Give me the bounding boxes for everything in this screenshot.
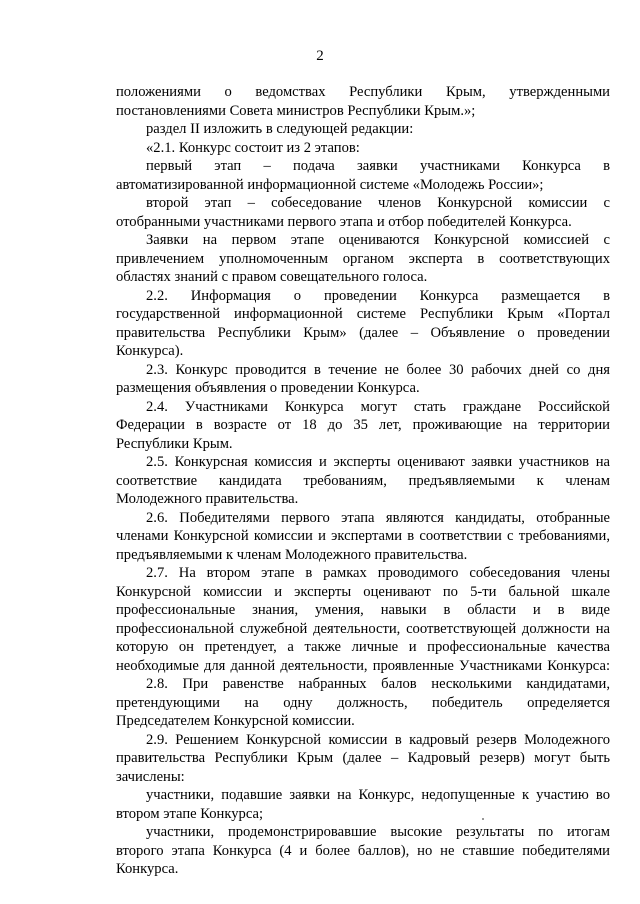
text-line: членами Конкурсной комиссии и экспертами в соответствии с требованиями,: [116, 528, 610, 544]
text-line: автоматизированной информационной системе «Молодежь России»;: [116, 176, 544, 193]
text-line: правительства Республики Крым» (далее – Объявление о проведении: [116, 324, 610, 341]
text-line: зачислены:: [116, 768, 185, 785]
scan-speck: [482, 818, 484, 820]
text-line: 2.4. Участниками Конкурса могут стать граждане Российской: [146, 398, 610, 415]
text-line: предъявляемыми к членам Молодежного правительства.: [116, 546, 468, 563]
text-line: 2.2. Информация о проведении Конкурса размещается в: [146, 287, 610, 304]
text-line: 2.5. Конкурсная комиссия и эксперты оценивают заявки участников на: [146, 454, 610, 470]
text-line: 2.7. На втором этапе в рамках проводимого собеседования члены: [146, 565, 610, 581]
text-line: раздел II изложить в следующей редакции:: [146, 121, 414, 137]
text-line: Молодежного правительства.: [116, 491, 299, 507]
text-line: Председателем Конкурсной комиссии.: [116, 713, 355, 729]
text-line: 2.6. Победителями первого этапа являются кандидаты, отобранные: [146, 509, 610, 526]
document-body: [116, 83, 610, 879]
text-line: Конкурса).: [116, 343, 184, 359]
text-line: размещения объявления о проведении Конкурса.: [116, 380, 420, 396]
text-line: отобранными участниками первого этапа и отбор победителей Конкурса.: [116, 213, 572, 230]
text-line: второй этап – собеседование членов Конкурсной комиссии с: [146, 195, 610, 211]
text-line: государственной информационной системе Республики Крым «Портал: [116, 306, 610, 322]
text-line: которую он претендует, а также личные и профессиональные качества: [116, 639, 610, 655]
text-line: «2.1. Конкурс состоит из 2 этапов:: [146, 139, 360, 156]
text-line: первый этап – подача заявки участниками Конкурса в: [146, 158, 610, 174]
text-line: положениями о ведомствах Республики Крым, утвержденными: [116, 84, 610, 100]
text-line: Конкурсной комиссии и эксперты оценивают по 5-ти бальной шкале: [116, 583, 610, 600]
text-line: Республики Крым.: [116, 435, 233, 452]
text-line: претендующими на одну должность, победитель определяется: [116, 694, 610, 711]
text-line: 2.3. Конкурс проводится в течение не более 30 рабочих дней со дня: [146, 361, 610, 378]
text-line: необходимые для данной деятельности, проявленные Участниками Конкурса:: [116, 657, 610, 674]
text-line: 2.9. Решением Конкурсной комиссии в кадровый резерв Молодежного: [146, 731, 610, 748]
text-line: второго этапа Конкурса (4 и более баллов), но не ставшие победителями: [116, 842, 610, 859]
text-line: соответствие кандидата требованиям, предъявляемыми к членам: [116, 472, 610, 489]
text-line: привлечением уполномоченным органом эксперта в соответствующих: [116, 250, 610, 267]
text-line: профессиональные знания, умения, навыки в области и в виде: [116, 602, 610, 618]
text-line: правительства Республики Крым (далее – Кадровый резерв) могут быть: [116, 750, 610, 766]
text-line: профессиональной служебной деятельности, соответствующей должности на: [116, 620, 610, 637]
page-number: 2: [316, 48, 324, 64]
text-line: областях знаний с правом совещательного голоса.: [116, 269, 428, 285]
text-line: Федерации в возрасте от 18 до 35 лет, проживающие на территории: [116, 417, 610, 433]
text-line: 2.8. При равенстве набранных балов несколькими кандидатами,: [146, 676, 610, 692]
text-line: Конкурса.: [116, 861, 179, 877]
text-line: постановлениями Совета министров Республики Крым.»;: [116, 102, 476, 119]
text-line: Заявки на первом этапе оцениваются Конкурсной комиссией с: [146, 232, 610, 248]
text-line: втором этапе Конкурса;: [116, 805, 264, 822]
text-line: участники, продемонстрировавшие высокие результаты по итогам: [146, 824, 610, 840]
text-line: участники, подавшие заявки на Конкурс, недопущенные к участию во: [146, 787, 610, 803]
